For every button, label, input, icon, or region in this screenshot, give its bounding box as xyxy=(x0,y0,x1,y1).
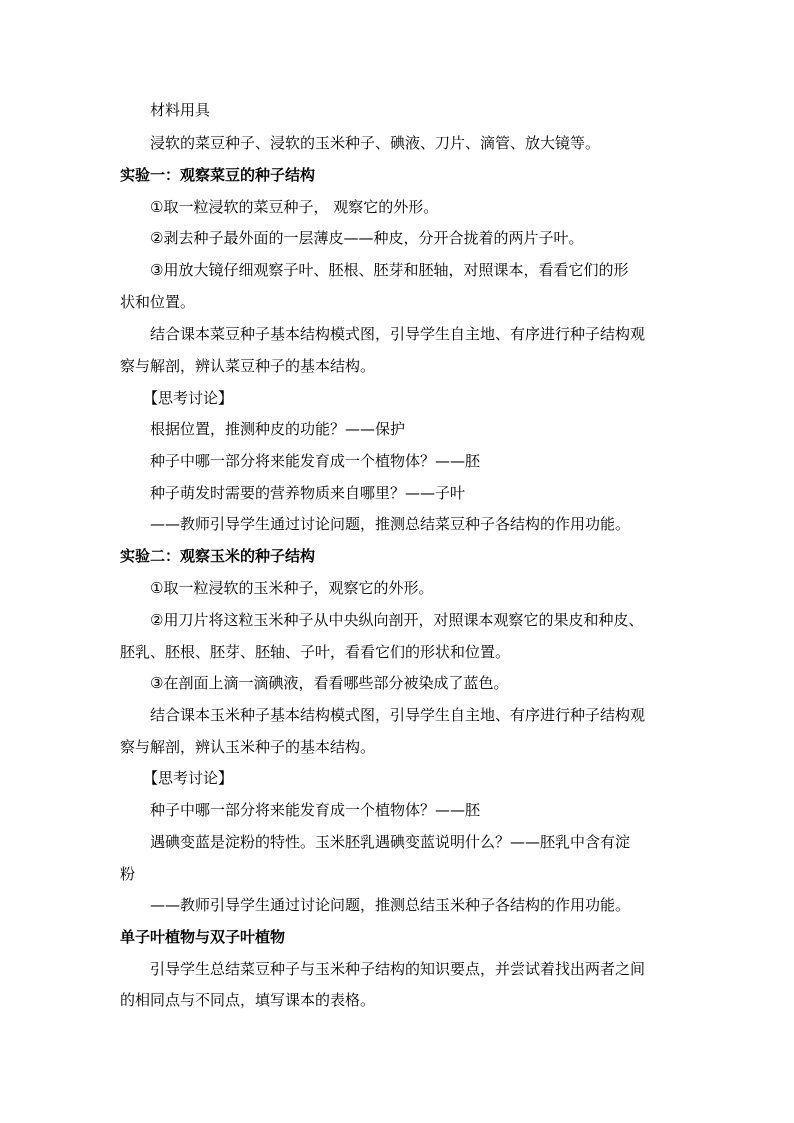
discussion-1-summary: ——教师引导学生通过讨论问题，推测总结菜豆种子各结构的作用功能。 xyxy=(150,515,631,533)
paragraph-corn-guide: 结合课本玉米种子基本结构模式图，引导学生自主地、有序进行种子结构观 xyxy=(150,706,646,724)
heading-experiment-1: 实验一：观察菜豆的种子结构 xyxy=(120,166,316,184)
discussion-2-q1: 种子中哪一部分将来能发育成一个植物体？——胚 xyxy=(150,801,481,819)
paragraph-bean-guide: 结合课本菜豆种子基本结构模式图，引导学生自主地、有序进行种子结构观 xyxy=(150,325,646,343)
heading-materials: 材料用具 xyxy=(150,101,211,119)
step-1-1: ①取一粒浸软的菜豆种子， 观察它的外形。 xyxy=(150,198,439,216)
heading-monocot-dicot: 单子叶植物与双子叶植物 xyxy=(120,928,286,946)
step-2-2: ②用刀片将这粒玉米种子从中央纵向剖开，对照课本观察它的果皮和种皮、 xyxy=(150,611,644,629)
step-1-3: ③用放大镜仔细观察子叶、胚根、胚芽和胚轴，对照课本，看看它们的形 xyxy=(150,261,629,279)
step-1-3-cont: 状和位置。 xyxy=(120,293,196,311)
heading-experiment-2: 实验二：观察玉米的种子结构 xyxy=(120,547,316,565)
discussion-2-q2: 遇碘变蓝是淀粉的特性。玉米胚乳遇碘变蓝说明什么？——胚乳中含有淀 xyxy=(150,833,631,851)
step-1-2: ②剥去种子最外面的一层薄皮——种皮，分开合拢着的两片子叶。 xyxy=(150,229,584,247)
discussion-1-q2: 种子中哪一部分将来能发育成一个植物体？——胚 xyxy=(150,452,481,470)
materials-list: 浸软的菜豆种子、浸软的玉米种子、碘液、刀片、滴管、放大镜等。 xyxy=(150,134,601,152)
paragraph-corn-guide-cont: 察与解剖，辨认玉米种子的基本结构。 xyxy=(120,738,376,756)
step-2-2-cont: 胚乳、胚根、胚芽、胚轴、子叶，看看它们的形状和位置。 xyxy=(120,643,511,661)
step-2-1: ①取一粒浸软的玉米种子，观察它的外形。 xyxy=(150,579,434,597)
discussion-2-summary: ——教师引导学生通过讨论问题，推测总结玉米种子各结构的作用功能。 xyxy=(150,896,631,914)
discussion-2-q2-cont: 粉 xyxy=(120,865,136,883)
paragraph-bean-guide-cont: 察与解剖，辨认菜豆种子的基本结构。 xyxy=(120,357,376,375)
discussion-1-q3: 种子萌发时需要的营养物质来自哪里？——子叶 xyxy=(150,484,466,502)
discussion-1-q1: 根据位置，推测种皮的功能？——保护 xyxy=(150,420,406,438)
discussion-heading-1: 【思考讨论】 xyxy=(143,389,234,407)
discussion-heading-2: 【思考讨论】 xyxy=(143,769,234,787)
step-2-3: ③在剖面上滴一滴碘液，看看哪些部分被染成了蓝色。 xyxy=(150,674,509,692)
paragraph-comparison-cont: 的相同点与不同点，填写课本的表格。 xyxy=(120,991,376,1009)
paragraph-comparison: 引导学生总结菜豆种子与玉米种子结构的知识要点，并尝试着找出两者之间 xyxy=(150,960,646,978)
